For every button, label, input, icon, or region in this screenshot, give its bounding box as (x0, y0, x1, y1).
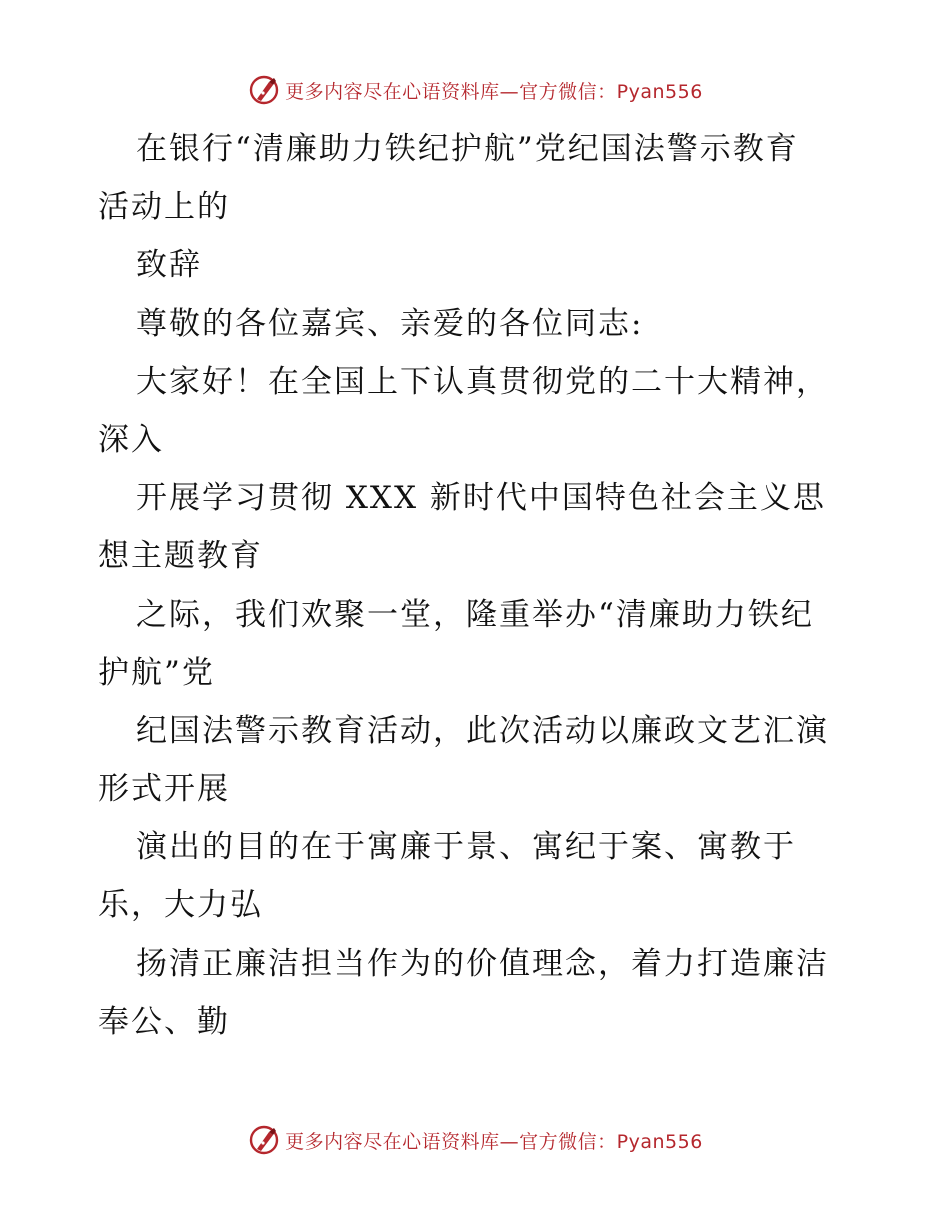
paragraph-line: 致辞 (136, 247, 202, 284)
pen-nib-circle-icon (247, 73, 281, 107)
footer-banner-text: 更多内容尽在心语资料库—官方微信：Pyan556 (285, 1130, 703, 1153)
paragraph-line: 想主题教育 (98, 538, 263, 575)
pen-nib-circle-icon (247, 1123, 281, 1157)
paragraph-line: 奉公、勤 (98, 1003, 230, 1040)
paragraph-line: 在银行“清廉助力铁纪护航”党纪国法警示教育 (136, 131, 799, 167)
paragraph-line: 扬清正廉洁担当作为的价值理念，着力打造廉洁 (136, 945, 829, 982)
header-banner (0, 70, 950, 110)
paragraph-line: 乐，大力弘 (98, 887, 263, 924)
footer-banner (0, 1120, 950, 1160)
paragraph-line: 活动上的 (98, 189, 230, 226)
paragraph-line: 之际，我们欢聚一堂，隆重举办“清廉助力铁纪 (136, 596, 814, 633)
header-banner-text: 更多内容尽在心语资料库—官方微信：Pyan556 (285, 80, 703, 103)
paragraph-line: 大家好！在全国上下认真贯彻党的二十大精神， (136, 363, 829, 400)
document-body (98, 120, 858, 1051)
paragraph-line: 纪国法警示教育活动，此次活动以廉政文艺汇演 (136, 712, 829, 749)
paragraph-line: 形式开展 (98, 771, 230, 808)
paragraph-line: 深入 (98, 421, 164, 458)
paragraph-line: 开展学习贯彻 XXX 新时代中国特色社会主义思 (136, 480, 826, 517)
paragraph-line: 护航”党 (98, 654, 215, 691)
paragraph-line: 尊敬的各位嘉宾、亲爱的各位同志: (136, 305, 644, 342)
paragraph-line: 演出的目的在于寓廉于景、寓纪于案、寓教于 (136, 829, 796, 866)
